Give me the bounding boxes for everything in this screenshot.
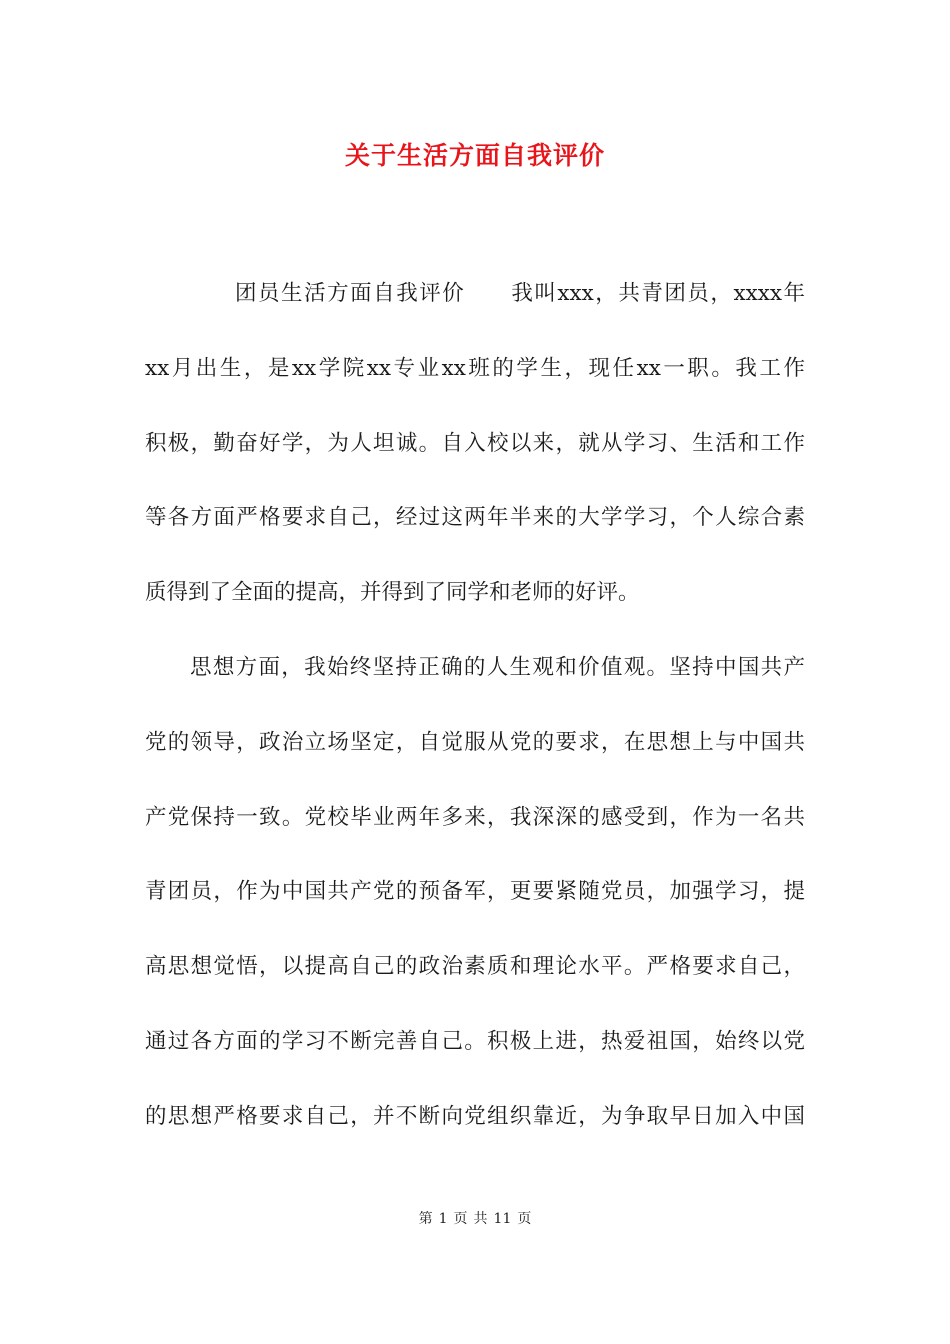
document-body <box>145 268 805 1166</box>
current-page-number: 1 <box>438 1211 448 1227</box>
text-line: 的思想严格要求自己，并不断向党组织靠近，为争取早日加入中国 <box>145 1103 805 1129</box>
text-line: 积极，勤奋好学，为人坦诚。自入校以来，就从学习、生活和工作 <box>145 430 805 456</box>
text-line: xx月出生，是xx学院xx专业xx班的学生，现任xx一职。我工作 <box>145 355 805 381</box>
footer-page-word: 页 <box>453 1211 468 1227</box>
footer-prefix: 第 <box>418 1211 433 1227</box>
text-line: 高思想觉悟，以提高自己的政治素质和理论水平。严格要求自己， <box>145 954 805 980</box>
text-line: 团员生活方面自我评价 我叫xxx，共青团员，xxxx年 <box>235 281 805 306</box>
text-line: 思想方面，我始终坚持正确的人生观和价值观。坚持中国共产 <box>190 654 805 680</box>
footer-total-prefix: 共 <box>473 1211 488 1227</box>
total-pages-number: 11 <box>493 1211 512 1227</box>
text-line: 通过各方面的学习不断完善自己。积极上进，热爱祖国，始终以党 <box>145 1028 805 1054</box>
footer-suffix: 页 <box>517 1211 532 1227</box>
text-line: 等各方面严格要求自己，经过这两年半来的大学学习，个人综合素 <box>145 505 805 531</box>
page-footer <box>0 1208 950 1228</box>
text-line: 质得到了全面的提高，并得到了同学和老师的好评。 <box>145 580 640 606</box>
document-title: 关于生活方面自我评价 <box>344 141 605 170</box>
text-line: 青团员，作为中国共产党的预备军，更要紧随党员，加强学习，提 <box>145 879 805 905</box>
text-line: 产党保持一致。党校毕业两年多来，我深深的感受到，作为一名共 <box>145 804 805 830</box>
text-line: 党的领导，政治立场坚定，自觉服从党的要求，在思想上与中国共 <box>145 729 805 755</box>
